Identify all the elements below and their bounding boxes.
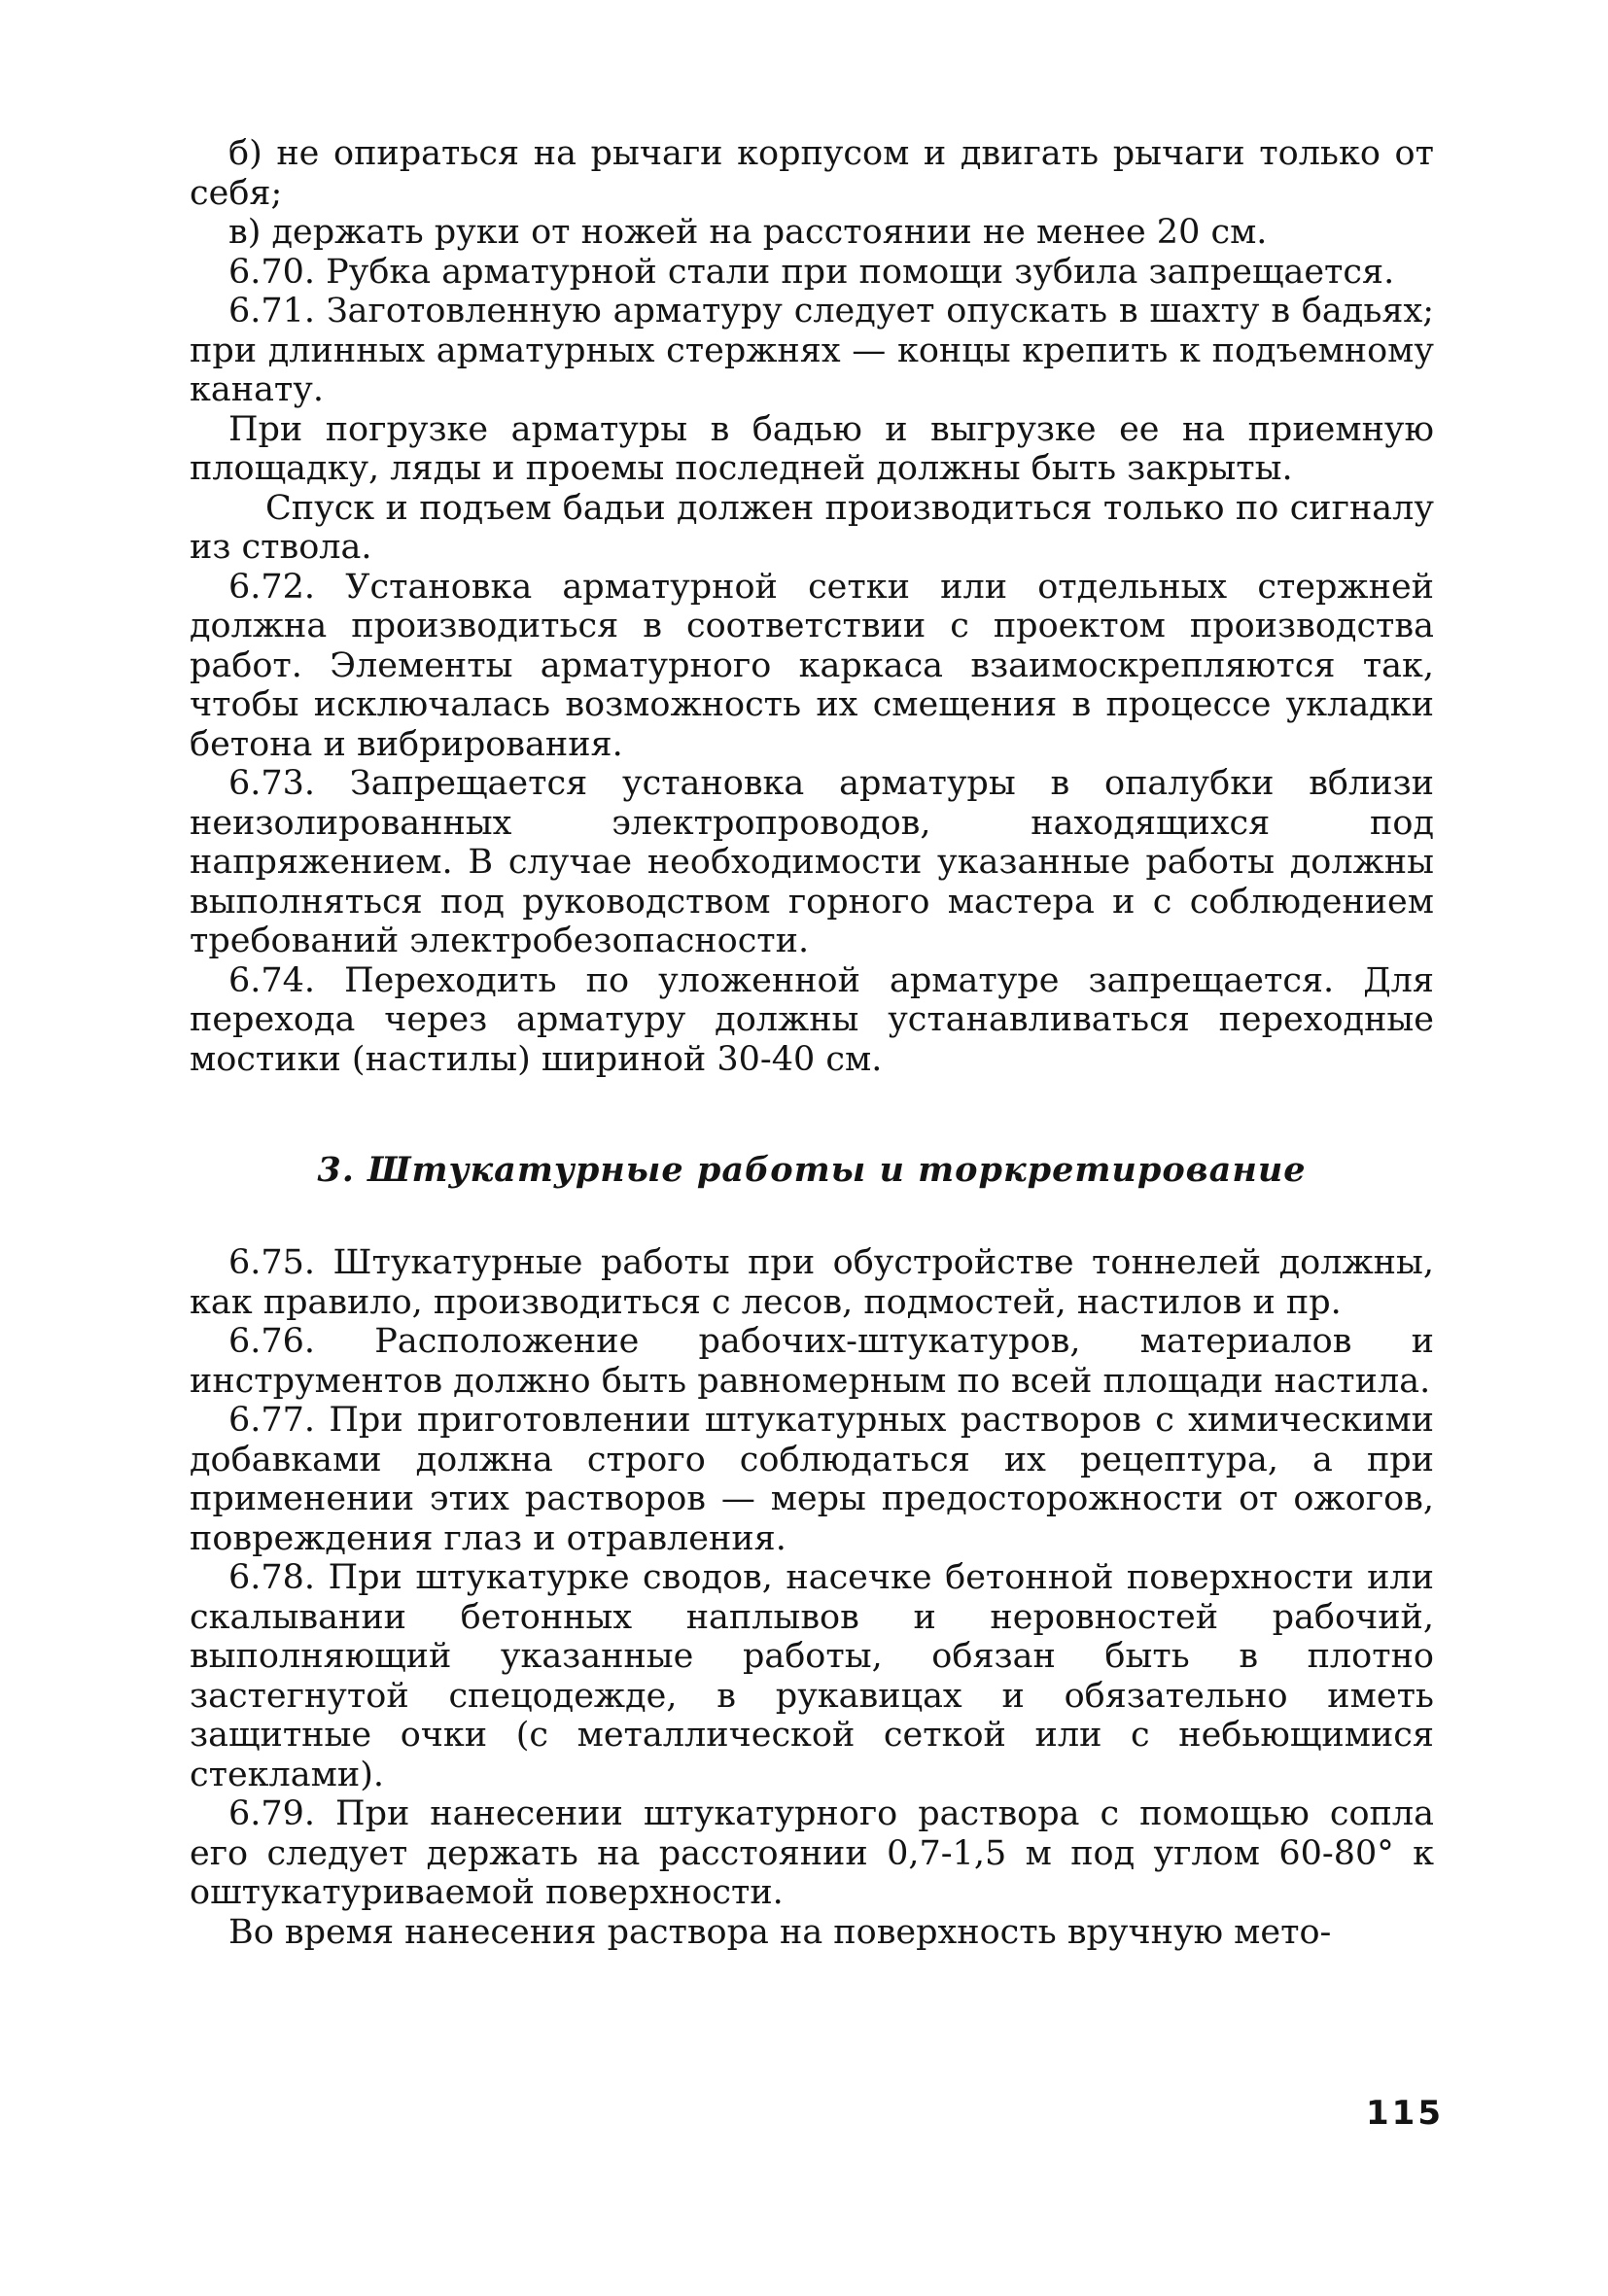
paragraph-6-70: 6.70. Рубка арматурной стали при помощи зубила запрещается. (228, 252, 1395, 292)
section-heading: 3. Штукатурные работы и торкретирование (317, 1150, 1307, 1190)
page-number: 115 (1366, 2094, 1444, 2133)
paragraph-6-73: 6.73. Запрещается установка арматуры в опалубки вблизи неизолированных электропроводов, находящихся под напряжением. В случае необходимости указанные работы должны выполняться под руководством горного мастера и с соблюдением требований электробезопасности. (190, 764, 1434, 960)
document-page (190, 134, 1434, 1952)
paragraph-item-v: в) держать руки от ножей на расстоянии не менее 20 см. (228, 213, 1268, 252)
paragraph-6-76: 6.76. Расположение рабочих-штукатуров, материалов и инструментов должно быть равномерным по всей площади настила. (190, 1322, 1434, 1401)
paragraph-item-b: б) не опираться на рычаги корпусом и двигать рычаги только от себя; (190, 134, 1434, 213)
paragraph-6-79-continued: Во время нанесения раствора на поверхность вручную мето- (228, 1912, 1332, 1952)
paragraph-6-74: 6.74. Переходить по уложенной арматуре запрещается. Для перехода через арматуру должны устанавливаться переходные мостики (настилы) шириной 30-40 см. (190, 960, 1434, 1079)
paragraph-6-71: 6.71. Заготовленную арматуру следует опускать в шахту в бадьях; при длинных арматурных стержнях — концы крепить к подъемному канату. (190, 292, 1434, 409)
paragraph-6-79: 6.79. При нанесении штукатурного раствора с помощью сопла его следует держать на расстоянии 0,7-1,5 м под углом 60-80° к оштукатуриваемой поверхности. (190, 1794, 1434, 1912)
paragraph-6-75: 6.75. Штукатурные работы при обустройстве тоннелей должны, как правило, производиться с лесов, подмостей, настилов и пр. (190, 1243, 1434, 1322)
paragraph-6-71-signal: Спуск и подъем бадьи должен производиться только по сигналу из ствола. (190, 488, 1434, 567)
paragraph-6-78: 6.78. При штукатурке сводов, насечке бетонной поверхности или скалывании бетонных наплывов и неровностей рабочий, выполняющий указанные работы, обязан быть в плотно застегнутой спецодежде, в рукавицах и обязательно иметь защитные очки (с металлической сеткой или с небьющимися стеклами). (190, 1558, 1434, 1794)
paragraph-6-72: 6.72. Установка арматурной сетки или отдельных стержней должна производиться в соответствии с проектом производства работ. Элементы арматурного каркаса взаимоскрепляются так, чтобы исключалась возможность их смещения в процессе укладки бетона и вибрирования. (190, 567, 1434, 764)
paragraph-6-77: 6.77. При приготовлении штукатурных растворов с химическими добавками должна строго соблюдаться их рецептура, а при применении этих растворов — меры предосторожности от ожогов, повреждения глаз и отравления. (190, 1401, 1434, 1558)
paragraph-6-71-loading: При погрузке арматуры в бадью и выгрузке ее на приемную площадку, ляды и проемы последней должны быть закрыты. (190, 409, 1434, 488)
